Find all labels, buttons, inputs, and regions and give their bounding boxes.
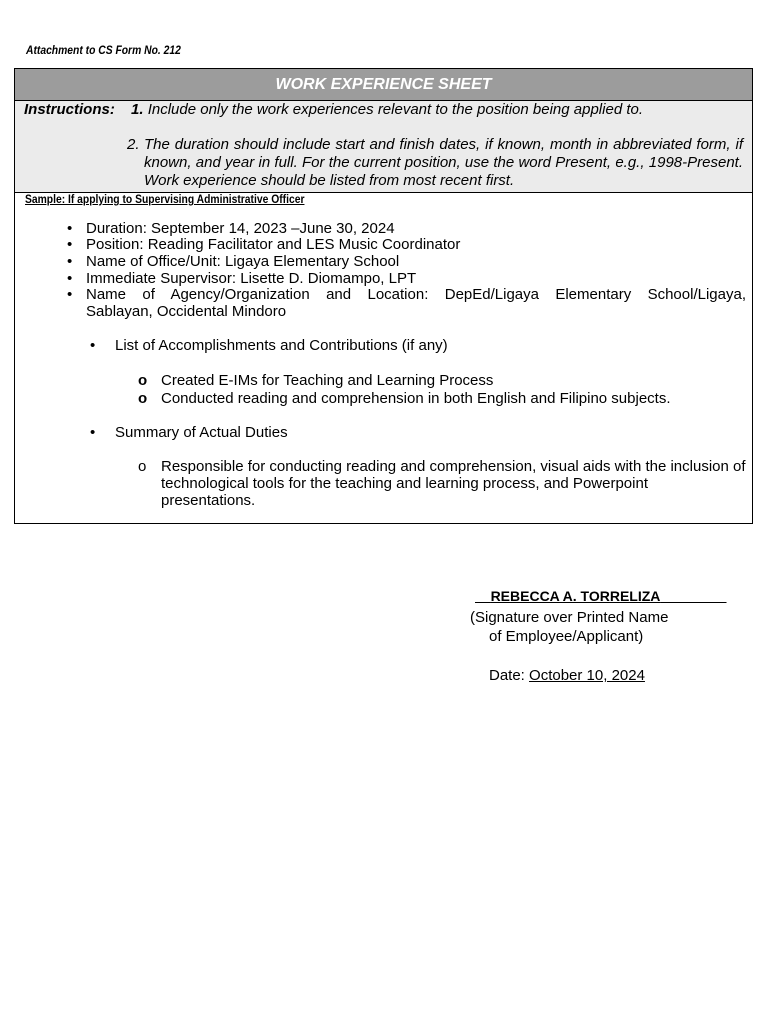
bullet-icon: • bbox=[67, 286, 73, 303]
position-text: Position: Reading Facilitator and LES Music Coordinator bbox=[86, 236, 461, 253]
office-text: Name of Office/Unit: Ligaya Elementary School bbox=[86, 253, 400, 270]
instructions-label: Instructions: bbox=[24, 101, 115, 118]
bullet-icon: • bbox=[67, 270, 73, 287]
supervisor-text: Immediate Supervisor: Lisette D. Diomampo, LPT bbox=[86, 270, 417, 287]
date-label: Date: bbox=[489, 667, 525, 684]
instruction-2 bbox=[127, 136, 743, 190]
bullet-icon: • bbox=[67, 253, 73, 270]
instructions-box bbox=[15, 101, 752, 193]
duration-text: Duration: September 14, 2023 –June 30, 2024 bbox=[86, 220, 395, 237]
signature-caption-1: (Signature over Printed Name bbox=[470, 609, 669, 626]
bullet-icon: • bbox=[90, 424, 96, 441]
date-line bbox=[489, 667, 645, 684]
agency-text bbox=[86, 286, 746, 320]
accomplishment-1: Created E-IMs for Teaching and Learning Process bbox=[161, 372, 494, 389]
signature-name bbox=[475, 588, 727, 604]
instruction-2-text: The duration should include start and finish dates, if known, month in abbreviated form, if known, and year in full. For the current position, use the word Present, e.g., 1998-Present. Work experience should be listed from most recent first. bbox=[144, 136, 743, 189]
bullet-icon: • bbox=[67, 236, 73, 253]
sheet-title: WORK EXPERIENCE SHEET bbox=[15, 69, 752, 101]
signature-caption-2: of Employee/Applicant) bbox=[489, 628, 644, 645]
circle-bullet-icon: o bbox=[138, 390, 148, 407]
agency-line-1: Name of Agency/Organization and Location: DepEd/Ligaya Elementary School/Ligaya, bbox=[86, 286, 746, 303]
instruction-2-number: 2. bbox=[127, 136, 140, 153]
bullet-icon: • bbox=[90, 337, 96, 354]
work-experience-sheet bbox=[14, 68, 753, 524]
circle-bullet-icon: o bbox=[138, 372, 148, 389]
instruction-1-text: Include only the work experiences relevant to the position being applied to. bbox=[147, 101, 644, 118]
duty-1: Responsible for conducting reading and comprehension, visual aids with the inclusion of technological tools for the teaching and learning process, and Powerpoint presentations. bbox=[161, 458, 746, 509]
bullet-icon: • bbox=[67, 220, 73, 237]
accomplishments-heading: List of Accomplishments and Contributions (if any) bbox=[115, 337, 448, 354]
attachment-label: Attachment to CS Form No. 212 bbox=[26, 43, 181, 57]
duties-heading: Summary of Actual Duties bbox=[115, 424, 288, 441]
accomplishment-2: Conducted reading and comprehension in both English and Filipino subjects. bbox=[161, 390, 671, 407]
instruction-1-number: 1. bbox=[131, 101, 144, 118]
date-value: October 10, 2024 bbox=[529, 667, 645, 684]
sample-heading: Sample: If applying to Supervising Administrative Officer bbox=[25, 192, 305, 206]
signature-name-text: REBECCA A. TORRELIZA bbox=[490, 588, 661, 604]
instruction-1 bbox=[131, 101, 643, 118]
agency-line-2: Sablayan, Occidental Mindoro bbox=[86, 303, 287, 320]
circle-bullet-icon: o bbox=[138, 458, 147, 475]
